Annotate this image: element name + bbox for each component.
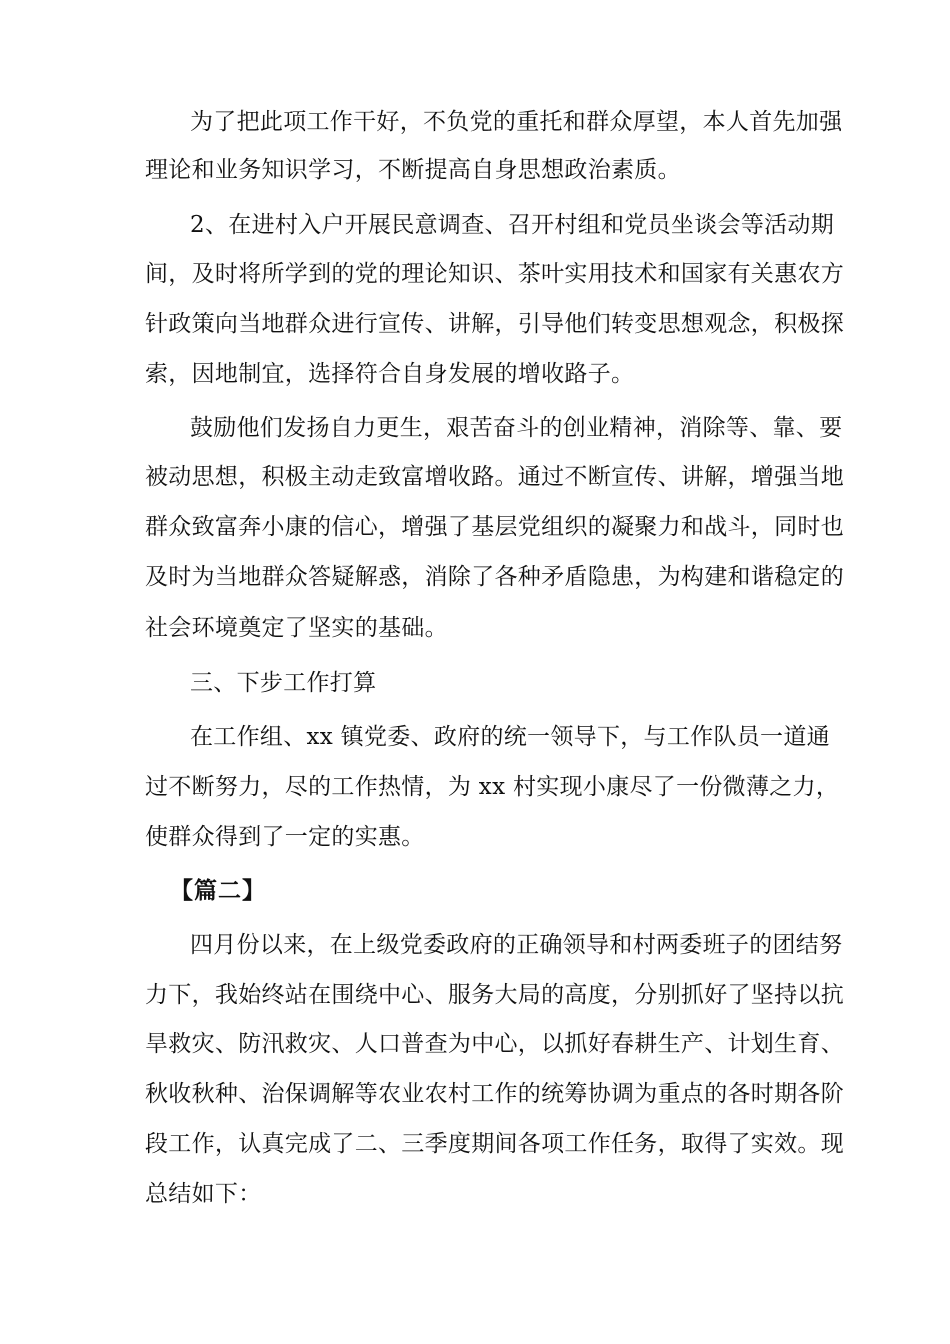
text-line: 为了把此项工作干好，不负党的重托和群众厚望，本人首先加强 <box>190 109 843 135</box>
text-line: 过不断努力，尽的工作热情，为 xx 村实现小康尽了一份微薄之力， <box>145 774 840 800</box>
text-line: 2、在进村入户开展民意调查、召开村组和党员坐谈会等活动期 <box>190 212 835 238</box>
text-line: 索，因地制宜，选择符合自身发展的增收路子。 <box>145 361 635 387</box>
text-line: 间，及时将所学到的党的理论知识、茶叶实用技术和国家有关惠农方 <box>145 261 844 287</box>
text-line: 四月份以来，在上级党委政府的正确领导和村两委班子的团结努 <box>190 932 843 958</box>
text-line: 旱救灾、防汛救灾、人口普查为中心，以抓好春耕生产、计划生育、 <box>145 1031 844 1057</box>
text-line: 力下，我始终站在围绕中心、服务大局的高度，分别抓好了坚持以抗 <box>145 982 844 1008</box>
text-line: 鼓励他们发扬自力更生，艰苦奋斗的创业精神，消除等、靠、要 <box>190 415 843 441</box>
text-line: 秋收秋种、治保调解等农业农村工作的统筹协调为重点的各时期各阶 <box>145 1081 844 1107</box>
text-line: 使群众得到了一定的实惠。 <box>145 824 425 850</box>
text-line: 段工作，认真完成了二、三季度期间各项工作任务，取得了实效。现 <box>145 1131 844 1157</box>
text-line: 社会环境奠定了坚实的基础。 <box>145 615 448 641</box>
text-line: 被动思想，积极主动走致富增收路。通过不断宣传、讲解，增强当地 <box>145 464 844 490</box>
text-line: 群众致富奔小康的信心，增强了基层党组织的凝聚力和战斗，同时也 <box>145 514 844 540</box>
text-line: 在工作组、xx 镇党委、政府的统一领导下，与工作队员一道通 <box>190 724 830 750</box>
text-line: 针政策向当地群众进行宣传、讲解，引导他们转变思想观念，积极探 <box>145 311 844 337</box>
text-line: 理论和业务知识学习，不断提高自身思想政治素质。 <box>145 157 681 183</box>
text-line: 总结如下： <box>145 1181 262 1207</box>
section-heading: 三、下步工作打算 <box>190 670 377 696</box>
part-heading: 【篇二】 <box>170 878 266 904</box>
text-line: 及时为当地群众答疑解惑，消除了各种矛盾隐患，为构建和谐稳定的 <box>145 564 844 590</box>
